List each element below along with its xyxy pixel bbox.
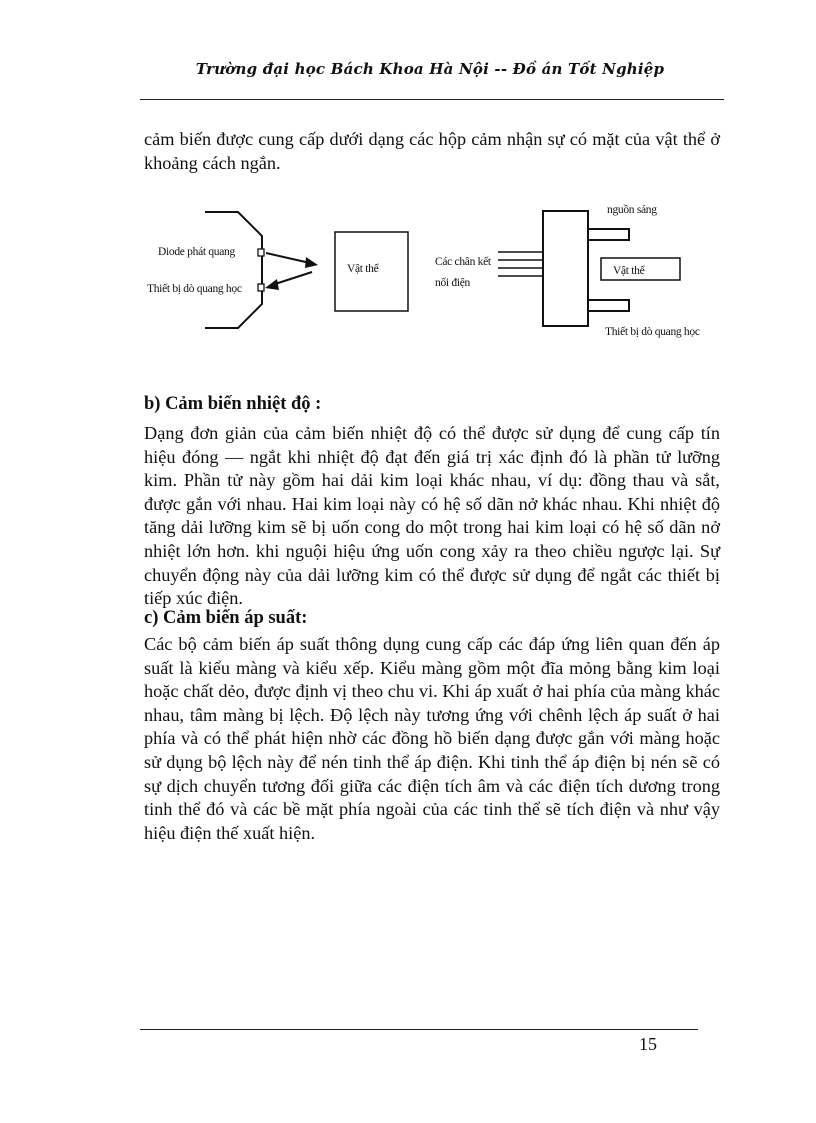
detector-tube	[588, 300, 629, 311]
reflected-beam-arrow	[272, 272, 312, 285]
photodiode-emitter-marker	[258, 249, 264, 256]
section-c-paragraph: Các bộ cảm biến áp suất thông dụng cung cấp các đáp ứng liên quan đến áp suất là kiểu màng và kiểu xếp. Kiểu màng gồm một đĩa mỏng bằng kim loại hoặc chất dẻo, được định vị theo chu vi. Khi áp xuất ở hai phía của màng khác nhau, tâm màng bị lệch. Độ lệch này tương ứng với chênh lệch áp suất ở hai phía và có thể phát hiện nhờ các đồng hồ biến dạng được gắn với màng hoặc sử dụng bộ lệch này để nén tinh thể áp điện. Khi tinh thể áp điện bị nén sẽ có sự dịch chuyển tương đối giữa các điện tích âm và các điện tích dương trong tinh thể đó và các bề mặt phía ngoài của các tinh thể sẽ tích điện và như vậy hiệu điện thế xuất hiện.	[144, 634, 720, 843]
detector-label-right: Thiết bị dò quang học	[605, 326, 700, 338]
light-source-label: nguồn sáng	[607, 204, 657, 216]
detector-label-left: Thiết bị dò quang học	[147, 283, 242, 295]
page-number: 15	[639, 1034, 657, 1054]
left-sensor-housing	[205, 212, 262, 328]
section-c-heading: c) Cảm biến áp suất:	[144, 608, 308, 628]
section-b-heading: b) Cảm biến nhiệt độ :	[144, 394, 322, 414]
photodetector-marker	[258, 284, 264, 291]
right-sensor-body	[543, 211, 588, 326]
page-header-title: Trường đại học Bách Khoa Hà Nội -- Đồ án Tốt Nghiệp	[195, 60, 665, 78]
connector-label-line1: Các chân kết	[435, 256, 491, 268]
section-b-paragraph: Dạng đơn giản của cảm biến nhiệt độ có thể được sử dụng để cung cấp tín hiệu đóng — ngắt khi nhiệt độ đạt đến giá trị xác định đó là phần tử lưỡng kim. Phần tử này gồm hai dải kim loại khác nhau, ví dụ: đồng thau và sắt, được gắn với nhau. Hai kim loại này có hệ số dãn nở khác nhau. Khi nhiệt độ tăng dải lưỡng kim sẽ bị uốn cong do một trong hai kim loại có hệ số dãn nở nhiệt lớn hơn. khi nguội hiệu ứng uốn cong xảy ra theo chiều ngược lại. Sự chuyển động này của dải lưỡng kim có thể được sử dụng để ngắt các thiết bị tiếp xúc điện.	[144, 423, 720, 609]
left-sensor-diagram	[147, 212, 408, 328]
connector-label-line2: nối điện	[435, 277, 470, 289]
right-sensor-diagram	[435, 203, 700, 338]
emitted-beam-arrowhead	[305, 257, 318, 268]
emitted-beam-arrow	[266, 253, 310, 263]
reflected-beam-arrowhead	[265, 279, 279, 290]
optical-sensor-figure	[0, 0, 816, 360]
intro-paragraph: cảm biến được cung cấp dưới dạng các hộp cảm nhận sự có mặt của vật thể ở khoảng cách ngắn.	[144, 129, 720, 173]
footer-divider	[140, 1029, 698, 1030]
emitter-label: Diode phát quang	[158, 246, 235, 258]
light-source-tube	[588, 229, 629, 240]
object-label-right: Vật thể	[613, 265, 645, 277]
object-label-left: Vật thể	[347, 263, 379, 275]
